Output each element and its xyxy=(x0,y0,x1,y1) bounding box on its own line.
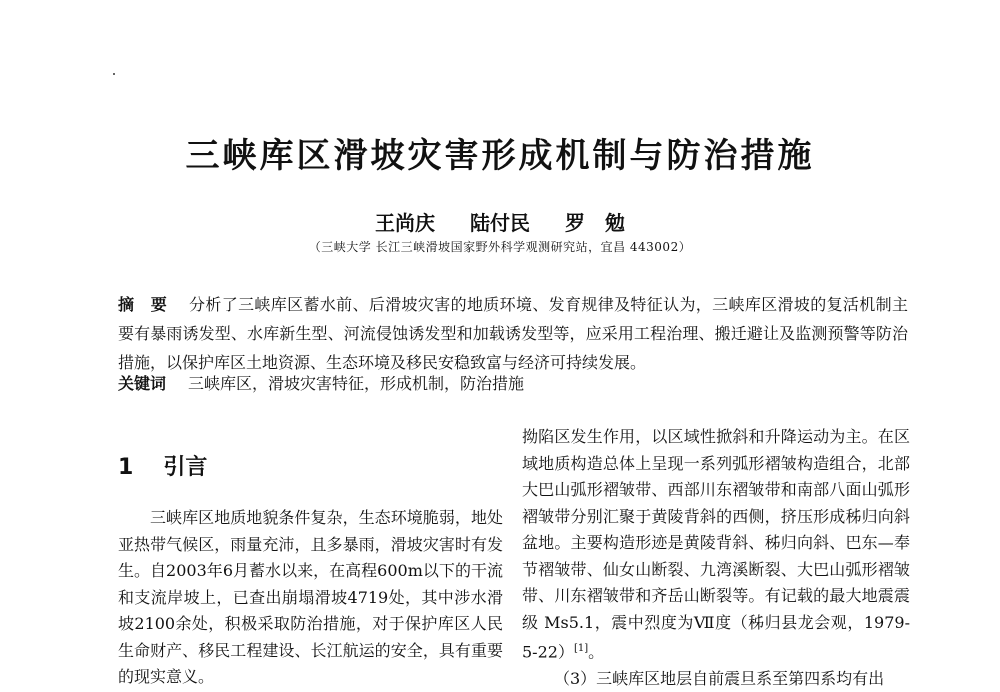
author-3: 罗 勉 xyxy=(564,211,625,235)
author-list xyxy=(0,207,1000,236)
keywords-text: 三峡库区，滑坡灾害特征，形成机制，防治措施 xyxy=(188,374,525,393)
geology-text: 拗陷区发生作用，以区域性掀斜和升降运动为主。在区域地质构造总体上呈现一系列弧形褶皱构造组合，北部大巴山弧形褶皱带、西部川东褶皱带和南部八面山弧形褶皱带分别汇聚于黄陵背斜的西侧，挤压形成秭归向斜盆地。主要构造形迹是黄陵背斜、秭归向斜、巴东—奉节褶皱带、仙女山断裂、九湾溪断裂、大巴山弧形褶皱带、川东褶皱带和齐岳山断裂等。有记载的最大地震震级 Ms5.1，震中烈度为Ⅶ度（秭归县龙会观，1979-5-22） xyxy=(522,427,910,662)
abstract xyxy=(118,290,908,377)
affiliation: （三峡大学 长江三峡滑坡国家野外科学观测研究站，宜昌 443002） xyxy=(308,240,692,254)
scan-speck xyxy=(113,73,115,75)
keywords xyxy=(118,369,908,398)
intro-paragraph: 三峡库区地质地貌条件复杂，生态环境脆弱，地处亚热带气候区，雨量充沛，且多暴雨，滑坡灾害时有发生。自2003年6月蓄水以来，在高程600m以下的干流和支流岸坡上，已查出崩塌滑坡4719处，其中涉水滑坡2100余处，积极采取防治措施，对于保护库区人民生命财产、移民工程建设、长江航运的安全，具有重要的现实意义。 xyxy=(118,508,503,686)
citation-ref: [1] xyxy=(573,643,589,654)
geology-paragraph xyxy=(522,424,910,666)
abstract-label: 摘 要 xyxy=(118,295,168,314)
section-number: 1 xyxy=(118,455,134,480)
keywords-label: 关键词 xyxy=(118,374,167,393)
geology-text-end: 。 xyxy=(588,642,605,662)
right-column xyxy=(522,424,910,692)
strata-paragraph: （3）三峡库区地层自前震旦系至第四系均有出 xyxy=(554,668,885,688)
section-heading xyxy=(118,450,207,481)
left-column xyxy=(118,505,503,691)
paper-title: 三峡库区滑坡灾害形成机制与防治措施 xyxy=(185,136,815,176)
author-1: 王尚庆 xyxy=(375,211,436,235)
abstract-text: 分析了三峡库区蓄水前、后滑坡灾害的地质环境、发育规律及特征认为，三峡库区滑坡的复活机制主要有暴雨诱发型、水库新生型、河流侵蚀诱发型和加载诱发型等，应采用工程治理、搬迁避让及监测预警等防治措施，以保护库区土地资源、生态环境及移民安稳致富与经济可持续发展。 xyxy=(118,295,908,372)
author-2: 陆付民 xyxy=(470,211,530,235)
section-title: 引言 xyxy=(163,455,208,480)
